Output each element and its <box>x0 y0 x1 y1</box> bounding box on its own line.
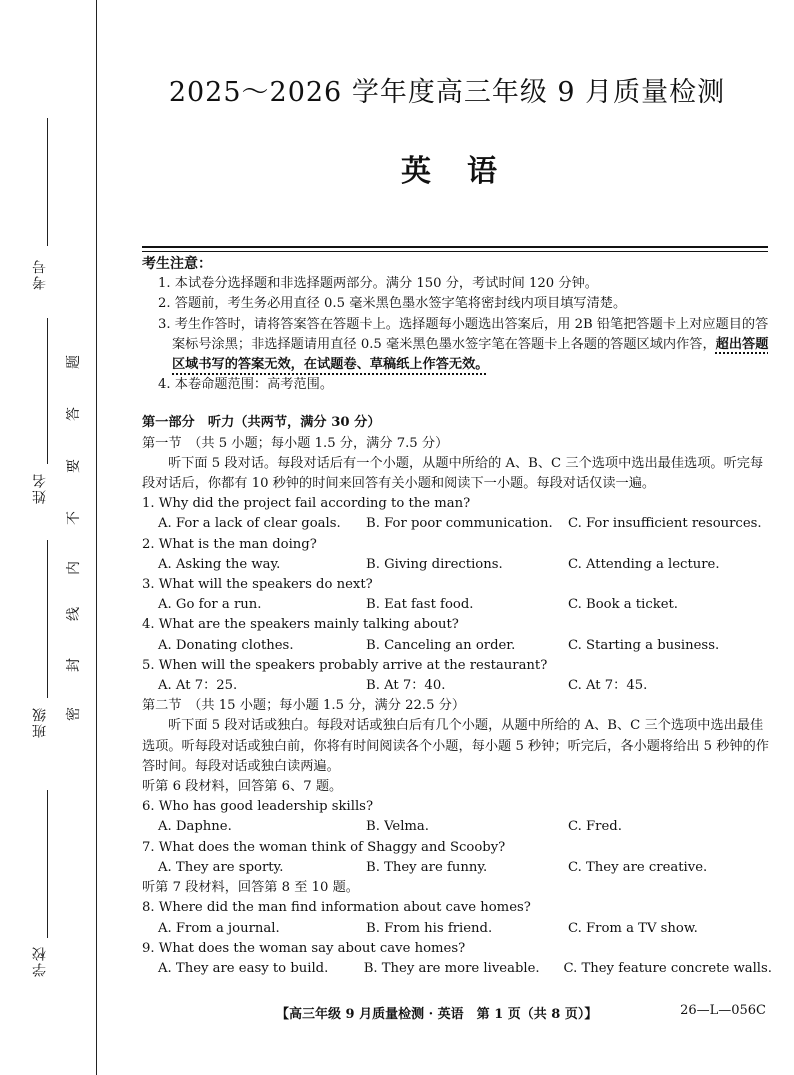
binding-line <box>96 0 97 1075</box>
exam-content <box>142 254 772 979</box>
option-a: A. At 7：25. <box>158 678 238 694</box>
options-row <box>142 595 772 615</box>
question: 7. What does the woman think of Shaggy and Scooby? <box>142 839 506 855</box>
option-b: B. At 7：40. <box>366 678 446 694</box>
option-c: C. They feature concrete walls. <box>563 960 772 976</box>
options-row <box>142 514 772 534</box>
option-b: B. They are more liveable. <box>363 960 540 976</box>
seal-char: 密 <box>66 707 82 721</box>
option-a: A. Asking the way. <box>158 556 281 572</box>
option-a: A. For a lack of clear goals. <box>158 516 341 532</box>
school-blank <box>47 790 48 938</box>
option-b: B. Giving directions. <box>366 556 503 572</box>
option-b: B. They are funny. <box>366 859 488 875</box>
notice-item: 2. 答题前，考生务必用直径 0.5 毫米黑色墨水签字笔将密封线内项目填写清楚。 <box>158 296 627 312</box>
seal-char: 要 <box>66 459 82 473</box>
option-a: A. They are easy to build. <box>158 960 329 976</box>
option-c: C. They are creative. <box>568 859 708 875</box>
options-row <box>142 555 772 575</box>
name-label: 姓名 <box>32 472 48 504</box>
option-c: C. Starting a business. <box>568 637 720 653</box>
notice-item: 1. 本试卷分选择题和非选择题两部分。满分 150 分，考试时间 120 分钟。 <box>158 276 598 292</box>
option-b: B. Canceling an order. <box>366 637 516 653</box>
options-row <box>142 817 772 837</box>
question: 3. What will the speakers do next? <box>142 577 373 593</box>
header-rule <box>142 246 768 248</box>
option-a: A. From a journal. <box>158 920 280 936</box>
option-b: B. For poor communication. <box>366 516 553 532</box>
seal-char: 不 <box>66 511 82 525</box>
material-heading: 听第 7 段材料，回答第 8 至 10 题。 <box>142 880 359 896</box>
name-blank <box>47 318 48 464</box>
exam-title: 2025～2026 学年度高三年级 9 月质量检测 <box>168 77 726 108</box>
seal-char: 封 <box>66 658 82 672</box>
seal-char: 答 <box>66 407 82 421</box>
option-c: C. From a TV show. <box>568 920 698 936</box>
notice-emphasis: 超出答题区域书写的答案无效，在试题卷、草稿纸上作答无效。 <box>172 336 769 373</box>
question: 9. What does the woman say about cave homes? <box>142 940 466 956</box>
header-rule <box>142 251 768 252</box>
exam-no-blank <box>47 118 48 246</box>
options-row <box>142 919 772 939</box>
question: 6. Who has good leadership skills? <box>142 799 374 815</box>
question: 5. When will the speakers probably arrive at the restaurant? <box>142 657 548 673</box>
option-c: C. Book a ticket. <box>568 597 679 613</box>
question: 4. What are the speakers mainly talking about? <box>142 617 459 633</box>
exam-no-label: 考号 <box>32 258 48 290</box>
class-blank <box>47 540 48 698</box>
section1-instructions: 听下面 5 段对话。每段对话后有一个小题，从题中所给的 A、B、C 三个选项中选出最佳选项。听完每段对话后，你都有 10 秒钟的时间来回答有关小题和阅读下一小题。每段对话仅读一遍。 <box>142 455 764 492</box>
class-label: 班级 <box>32 706 48 738</box>
footer-page-info: 【高三年级 9 月质量检测 · 英语 第 1 页（共 8 页）】 <box>276 1007 598 1022</box>
question: 2. What is the man doing? <box>142 536 317 552</box>
school-label: 学校 <box>32 945 48 977</box>
seal-char: 题 <box>66 355 82 369</box>
footer-code: 26—L—056C <box>680 1003 766 1018</box>
notice-item-text: 3. 考生作答时，请将答案答在答题卡上。选择题每小题选出答案后，用 2B 铅笔把答题卡上对应题目的答案标号涂黑；非选择题请用直径 0.5 毫米黑色墨水签字笔在答题卡上各题的答题区域内作答， <box>158 316 769 352</box>
option-c: C. For insufficient resources. <box>568 516 762 532</box>
option-c: C. Attending a lecture. <box>568 556 720 572</box>
question: 1. Why did the project fail according to the man? <box>142 496 471 512</box>
notice-title: 考生注意： <box>142 256 212 272</box>
option-c: C. Fred. <box>568 819 622 835</box>
material-heading: 听第 6 段材料，回答第 6、7 题。 <box>142 779 343 795</box>
option-a: A. Go for a run. <box>158 597 262 613</box>
option-a: A. They are sporty. <box>158 859 284 875</box>
option-b: B. Eat fast food. <box>366 597 474 613</box>
seal-char: 线 <box>66 607 82 621</box>
subject-title: 英语 <box>401 154 533 189</box>
option-c: C. At 7：45. <box>568 678 648 694</box>
seal-char: 内 <box>66 561 82 575</box>
options-row <box>142 959 772 979</box>
option-a: A. Donating clothes. <box>158 637 294 653</box>
section2-instructions: 听下面 5 段对话或独白。每段对话或独白后有几个小题，从题中所给的 A、B、C 三个选项中选出最佳选项。听每段对话或独白前，你将有时间阅读各个小题，每小题 5 秒钟；听完后，各小题将给出 5 秒钟的作答时间。每段对话或独白读两遍。 <box>142 718 769 774</box>
options-row <box>142 676 772 696</box>
notice-item <box>142 315 772 376</box>
options-row <box>142 858 772 878</box>
option-b: B. Velma. <box>366 819 429 835</box>
section2-title: 第二节 （共 15 小题；每小题 1.5 分，满分 22.5 分） <box>142 698 466 714</box>
notice-item: 4. 本卷命题范围：高考范围。 <box>158 377 334 393</box>
option-b: B. From his friend. <box>366 920 493 936</box>
part1-title: 第一部分 听力（共两节，满分 30 分） <box>142 415 381 431</box>
section1-title: 第一节 （共 5 小题；每小题 1.5 分，满分 7.5 分） <box>142 435 449 451</box>
question: 8. Where did the man find information about cave homes? <box>142 900 531 916</box>
options-row <box>142 636 772 656</box>
option-a: A. Daphne. <box>158 819 232 835</box>
